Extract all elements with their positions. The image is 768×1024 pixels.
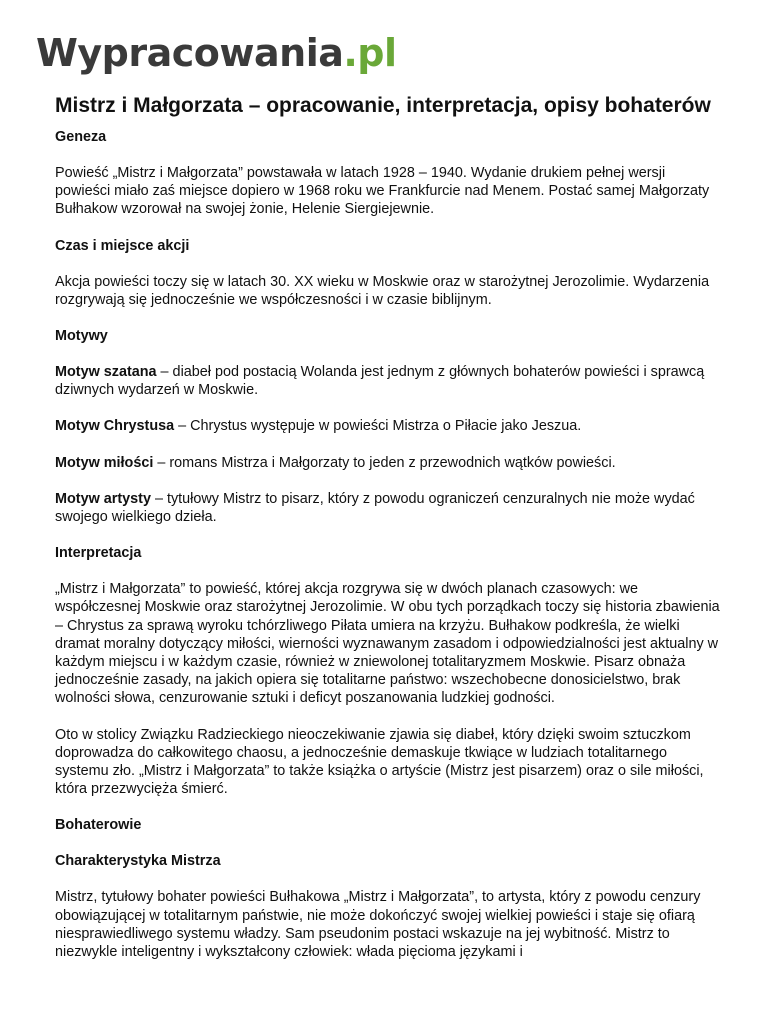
logo-domain: .pl — [343, 31, 397, 75]
motif-description: – Chrystus występuje w powieści Mistrza o Piłacie jako Jeszua. — [174, 418, 582, 435]
section-heading-czas: Czas i miejsce akcji — [55, 237, 190, 254]
motif-item — [55, 454, 720, 472]
motif-description: – tytułowy Mistrz to pisarz, który z powodu ograniczeń cenzuralnych nie może wydać swojego wielkiego dzieła. — [55, 490, 695, 526]
section-heading-geneza: Geneza — [55, 129, 107, 145]
document-title: Mistrz i Małgorzata – opracowanie, interpretacja, opisy bohaterów — [55, 94, 711, 117]
motif-term: Motyw artysty — [55, 490, 151, 507]
section-heading-interpretacja: Interpretacja — [55, 545, 142, 562]
section-heading-mistrz: Charakterystyka Mistrza — [55, 853, 221, 870]
motif-term: Motyw Chrystusa — [55, 418, 175, 435]
motif-description: – diabeł pod postacią Wolanda jest jednym z głównych bohaterów powieści i sprawcą dziwnych wydarzeń w Moskwie. — [55, 364, 705, 399]
document-content — [55, 92, 720, 979]
logo-text: Wypracowania — [36, 31, 344, 75]
paragraph-interpretacja-1: „Mistrz i Małgorzata” to powieść, której akcja rozgrywa się w dwóch planach czasowych: we współczesnej Moskwie oraz starożytnej Jerozolimie. W obu tych porządkach toczy się historia zbawienia – Chrystus za sprawą wyroku tchórzliwego Piłata umiera na krzyżu. Bułhakow podkreśla, że wielki dramat moralny dotyczący miłości, wierności wyznawanym zasadom i odpowiedzialności jest aktualny w każdym miejscu i w każdym czasie, również w zniewolonej totalitaryzmem Moskwie. Pisarz obnaża jednocześnie zasady, na jakich opiera się totalitarne państwo: wszechobecne donosicielstwo, brak wolności słowa, cenzurowanie sztuki i deficyt poszanowania ludzkiej godności. — [55, 581, 720, 707]
paragraph-interpretacja-2: Oto w stolicy Związku Radzieckiego nieoczekiwanie zjawia się diabeł, który dzięki swoim sztuczkom doprowadza do całkowitego chaosu, a jednocześnie demaskuje tkwiące w ludziach totalitarnego systemu zło. „Mistrz i Małgorzata” to także książka o artyście (Mistrz jest pisarzem) oraz o sile miłości, która przezwycięża śmierć. — [55, 726, 704, 798]
paragraph-geneza: Powieść „Mistrz i Małgorzata” powstawała w latach 1928 – 1940. Wydanie drukiem pełnej wersji powieści miało zaś miejsce dopiero w 1968 roku we Frankfurcie nad Menem. Postać samej Małgorzaty Bułhakow wzorował na swojej żonie, Helenie Siergiejewnie. — [55, 165, 710, 218]
paragraph-czas: Akcja powieści toczy się w latach 30. XX wieku w Moskwie oraz w starożytnej Jerozolimie. Wydarzenia rozgrywają się jednocześnie we współczesności i w czasie biblijnym. — [55, 273, 710, 308]
section-heading-motywy: Motywy — [55, 328, 108, 345]
motif-description: – romans Mistrza i Małgorzaty to jeden z przewodnich wątków powieści. — [153, 454, 616, 471]
motif-item — [55, 363, 720, 399]
motif-term: Motyw szatana — [55, 364, 157, 381]
motif-term: Motyw miłości — [55, 454, 154, 471]
motif-item — [55, 417, 720, 435]
section-heading-bohaterowie: Bohaterowie — [55, 817, 142, 834]
site-logo[interactable] — [36, 22, 397, 75]
paragraph-mistrz: Mistrz, tytułowy bohater powieści Bułhakowa „Mistrz i Małgorzata”, to artysta, który z powodu cenzury obowiązującej w totalitarnym państwie, nie może dokończyć swojej wielkiej powieści i staje się ofiarą niesprawiedliwego systemu władzy. Sam pseudonim postaci wskazuje na jej wybitność. Mistrz to niezwykle inteligentny i wykształcony człowiek: włada pięcioma językami i — [55, 889, 701, 961]
motif-item — [55, 490, 720, 526]
